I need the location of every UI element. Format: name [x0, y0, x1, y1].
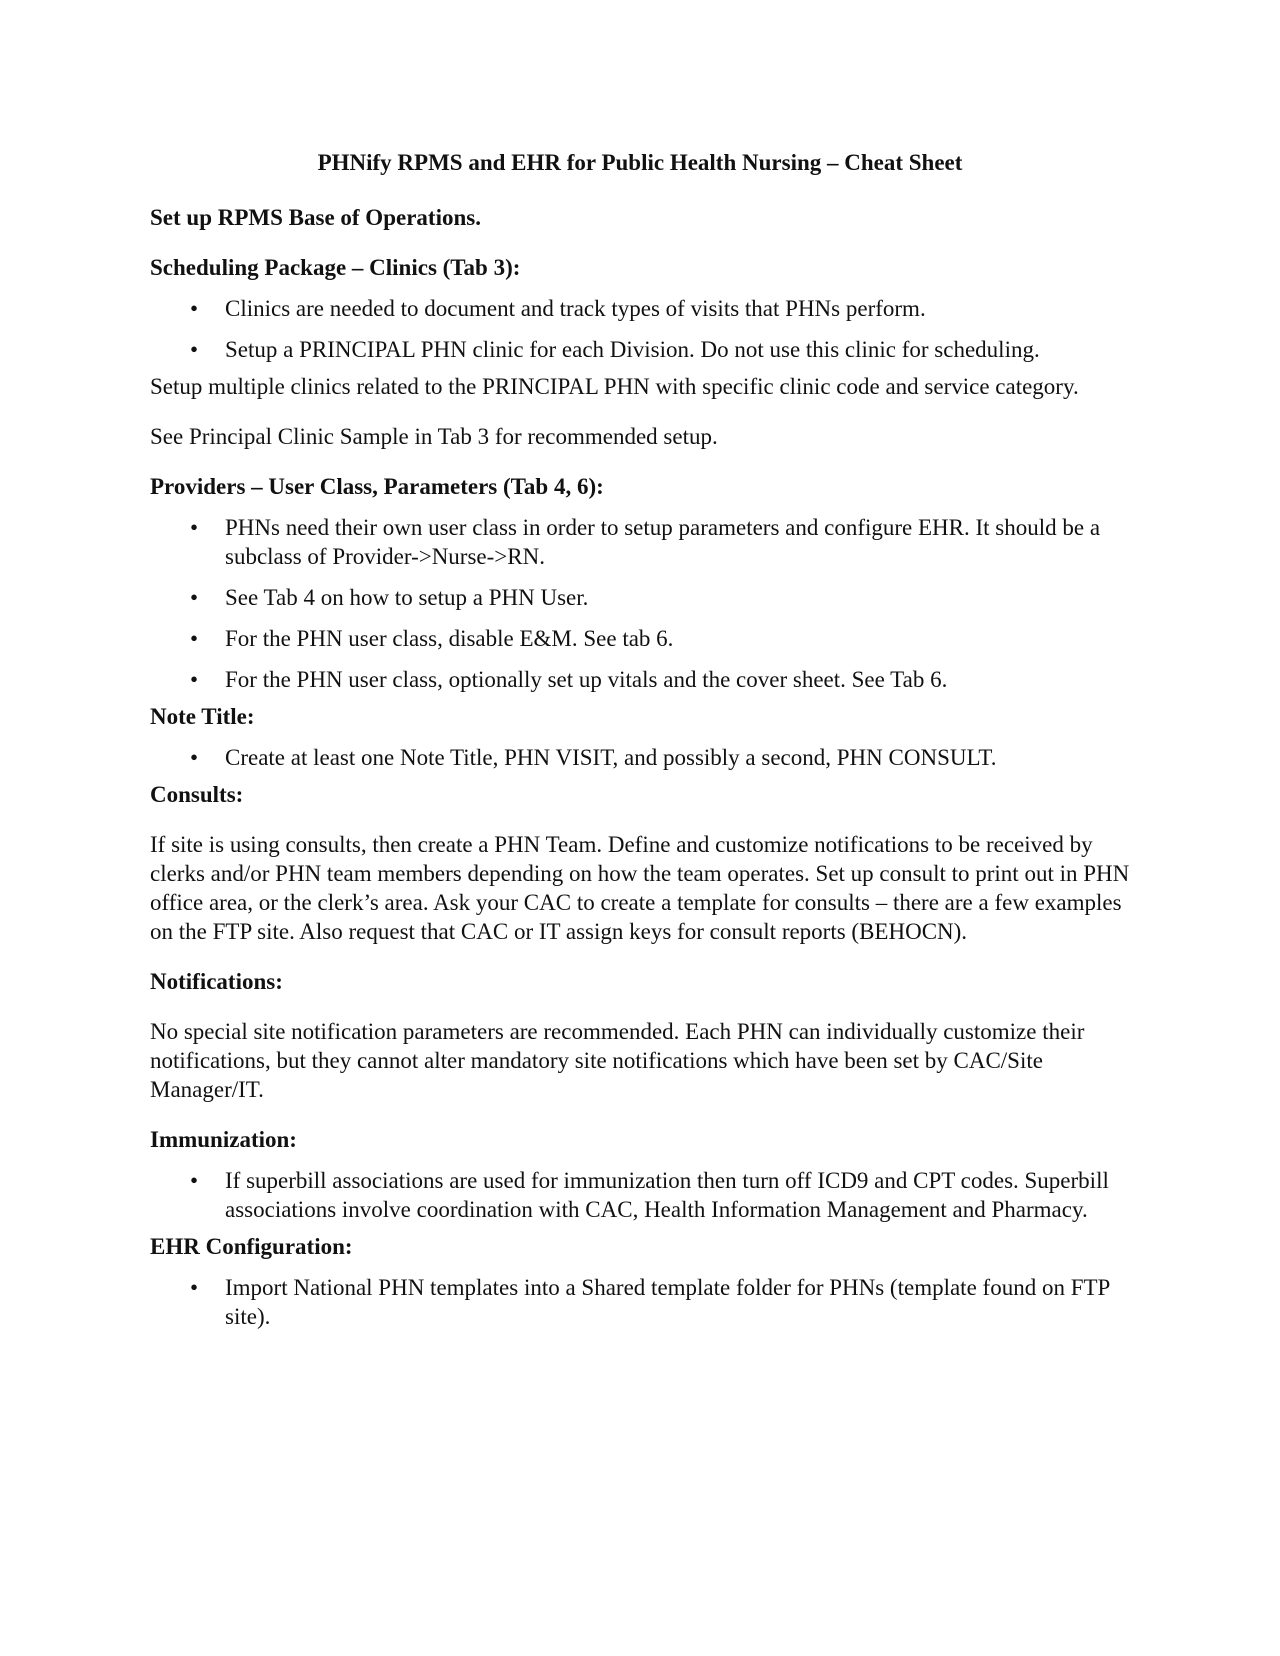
scheduling-list	[150, 294, 1130, 364]
bullet-icon: •	[190, 337, 199, 362]
document-body	[150, 203, 1130, 1331]
immunization-heading: Immunization:	[150, 1127, 297, 1152]
bullet-icon: •	[190, 626, 199, 651]
section-base-heading: Set up RPMS Base of Operations.	[150, 205, 481, 230]
bullet-icon: •	[190, 585, 199, 610]
providers-list	[150, 513, 1130, 694]
list-item: • PHNs need their own user class in order to setup parameters and configure EHR. It should be a subclass of Provider->Nurse->RN.	[190, 515, 1101, 569]
list-item: • Clinics are needed to document and track types of visits that PHNs perform.	[190, 296, 926, 321]
note-title-list	[150, 743, 1130, 772]
consults-paragraph: If site is using consults, then create a PHN Team. Define and customize notifications to be received by clerks and/or PHN team members depending on how the team operates. Set up consult to print out in PHN office area, or the clerk’s area. Ask your CAC to create a template for consults – there are a few examples on the FTP site. Also request that CAC or IT assign keys for consult reports (BEHOCN).	[150, 832, 1130, 944]
note-title-heading: Note Title:	[150, 704, 255, 729]
bullet-icon: •	[190, 1275, 199, 1300]
bullet-icon: •	[190, 296, 199, 321]
list-item: • Setup a PRINCIPAL PHN clinic for each Division. Do not use this clinic for scheduling.	[190, 337, 1040, 362]
bullet-icon: •	[190, 667, 199, 692]
list-item: • See Tab 4 on how to setup a PHN User.	[190, 585, 589, 610]
list-item: • Create at least one Note Title, PHN VISIT, and possibly a second, PHN CONSULT.	[190, 745, 997, 770]
list-item: • For the PHN user class, disable E&M. See tab 6.	[190, 626, 674, 651]
consults-heading: Consults:	[150, 782, 244, 807]
bullet-icon: •	[190, 745, 199, 770]
scheduling-paragraph: Setup multiple clinics related to the PRINCIPAL PHN with specific clinic code and service category.	[150, 374, 1079, 399]
page-title: PHNify RPMS and EHR for Public Health Nursing – Cheat Sheet	[317, 150, 963, 175]
bullet-icon: •	[190, 1168, 199, 1193]
notifications-heading: Notifications:	[150, 969, 283, 994]
list-item: • For the PHN user class, optionally set up vitals and the cover sheet. See Tab 6.	[190, 667, 948, 692]
ehr-config-list	[150, 1273, 1130, 1331]
providers-heading: Providers – User Class, Parameters (Tab 4, 6):	[150, 474, 604, 499]
immunization-list	[150, 1166, 1130, 1224]
list-item: • Import National PHN templates into a Shared template folder for PHNs (template found on FTP site).	[190, 1275, 1110, 1329]
list-item: • If superbill associations are used for immunization then turn off ICD9 and CPT codes. Superbill associations involve coordination with CAC, Health Information Management and Pharmacy.	[190, 1168, 1109, 1222]
ehr-config-heading: EHR Configuration:	[150, 1234, 353, 1259]
notifications-paragraph: No special site notification parameters are recommended. Each PHN can individually customize their notifications, but they cannot alter mandatory site notifications which have been set by CAC/Site Manager/IT.	[150, 1019, 1085, 1102]
scheduling-heading: Scheduling Package – Clinics (Tab 3):	[150, 255, 521, 280]
scheduling-paragraph-2: See Principal Clinic Sample in Tab 3 for recommended setup.	[150, 424, 718, 449]
bullet-icon: •	[190, 515, 199, 540]
